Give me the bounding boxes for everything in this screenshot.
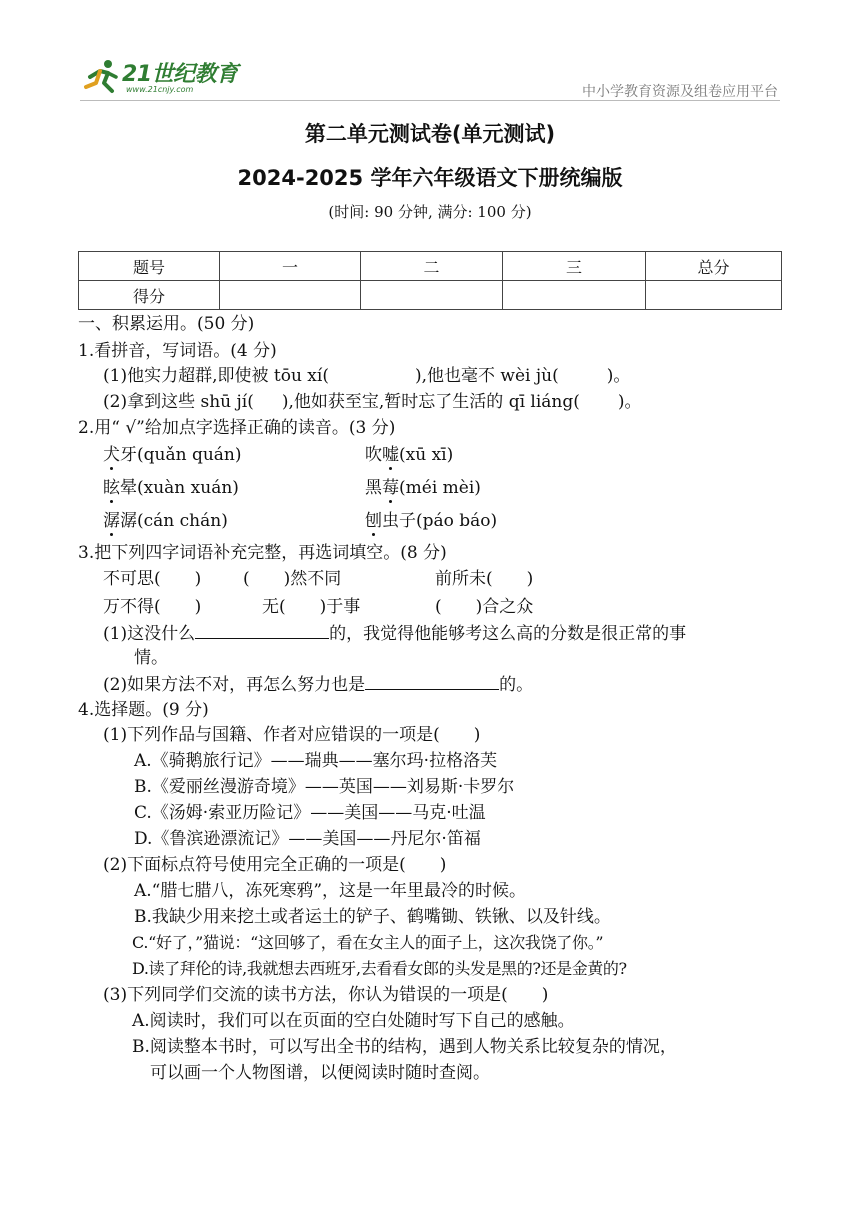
text-segment: )。	[606, 366, 631, 386]
choice-option[interactable]: A.《骑鹅旅行记》——瑞典——塞尔玛·拉格洛芙	[134, 751, 498, 771]
score-input-cell[interactable]	[361, 281, 503, 310]
text-segment: (xū xī)	[399, 445, 454, 465]
score-table-score-row	[79, 281, 782, 310]
choice-stem: (3)下列同学们交流的读书方法，你认为错误的一项是( )	[103, 985, 549, 1005]
pinyin-choice[interactable]	[365, 477, 481, 499]
text-segment: 潺(cán chán)	[120, 511, 228, 531]
text-segment: 的，我觉得他能够考这么高的分数是很正常的事	[329, 624, 687, 644]
text-segment: 吹	[365, 445, 382, 465]
choice-option[interactable]: B.阅读整本书时，可以写出全书的结构，遇到人物关系比较复杂的情况，	[132, 1037, 677, 1057]
answer-blank[interactable]	[195, 622, 329, 639]
dotted-char: 嘘	[382, 445, 399, 465]
word-blank[interactable]: 无( )于事	[262, 597, 361, 617]
table-cell: 得分	[79, 281, 220, 310]
question-line	[103, 622, 686, 645]
text-segment: 的。	[499, 675, 534, 695]
exam-time-info: (时间: 90 分钟, 满分: 100 分)	[328, 203, 532, 221]
question-title: 4.选择题。(9 分)	[78, 700, 209, 720]
score-table	[78, 251, 782, 310]
text-segment: (2)如果方法不对，再怎么努力也是	[103, 675, 366, 695]
exam-title: 第二单元测试卷(单元测试)	[304, 122, 556, 146]
choice-option[interactable]: A.“腊七腊八，冻死寒鸦”，这是一年里最冷的时候。	[134, 881, 527, 901]
question-title: 3.把下列四字词语补充完整，再选词填空。(8 分)	[78, 543, 447, 563]
word-blank[interactable]: ( )然不同	[243, 569, 342, 589]
table-cell: 总分	[646, 252, 782, 281]
word-blank[interactable]: 前所未( )	[435, 569, 534, 589]
choice-option[interactable]: D.《鲁滨逊漂流记》——美国——丹尼尔·笛福	[134, 829, 481, 849]
question-line	[103, 391, 642, 413]
question-title: 1.看拼音，写词语。(4 分)	[78, 341, 277, 361]
text-segment: 晕(xuàn xuán)	[120, 478, 239, 498]
exam-subtitle: 2024-2025 学年六年级语文下册统编版	[237, 166, 623, 190]
answer-blank[interactable]	[365, 673, 499, 690]
choice-option[interactable]: D.读了拜伦的诗,我就想去西班牙,去看看女郎的头发是黑的?还是金黄的?	[132, 959, 627, 978]
score-input-cell[interactable]	[503, 281, 646, 310]
text-segment: 虫子(páo báo)	[382, 511, 498, 531]
word-blank[interactable]: 万不得( )	[103, 597, 202, 617]
text-segment: ),他如获至宝,暂时忘了生活的 qī liáng(	[281, 392, 580, 412]
choice-option[interactable]: A.阅读时，我们可以在页面的空白处随时写下自己的感触。	[132, 1011, 575, 1031]
logo-url: www.21cnjy.com	[126, 85, 194, 94]
pinyin-choice[interactable]	[103, 510, 228, 532]
choice-option[interactable]: C.《汤姆·索亚历险记》——美国——马克·吐温	[134, 803, 486, 823]
question-line	[103, 365, 630, 387]
text-segment: 黑	[365, 478, 382, 498]
word-blank[interactable]: 不可思( )	[103, 569, 202, 589]
score-table-header-row	[79, 252, 782, 281]
score-input-cell[interactable]	[646, 281, 782, 310]
choice-stem: (2)下面标点符号使用完全正确的一项是( )	[103, 855, 447, 875]
pinyin-choice[interactable]	[365, 444, 453, 466]
page-header	[80, 55, 780, 101]
choice-stem: (1)下列作品与国籍、作者对应错误的一项是( )	[103, 725, 481, 745]
platform-tagline: 中小学教育资源及组卷应用平台	[582, 84, 778, 100]
runner-logo-icon	[82, 57, 122, 97]
question-line	[103, 673, 533, 696]
dotted-char: 刨	[365, 511, 382, 531]
table-cell: 二	[361, 252, 503, 281]
choice-option[interactable]: C.“好了，”猫说：“这回够了，看在女主人的面子上，这次我饶了你。”	[132, 933, 604, 952]
text-segment: )。	[617, 392, 642, 412]
text-segment: 牙(quǎn quán)	[120, 445, 242, 465]
pinyin-choice[interactable]	[365, 510, 497, 532]
word-blank[interactable]: ( )合之众	[435, 597, 534, 617]
choice-option-continued: 可以画一个人物图谱，以便阅读时随时查阅。	[150, 1063, 490, 1083]
text-segment: (1)他实力超群,即使被 tōu xí(	[103, 366, 329, 386]
text-segment: (1)这没什么	[103, 624, 196, 644]
header-divider	[80, 100, 780, 101]
text-segment: ),他也毫不 wèi jù(	[414, 366, 559, 386]
dotted-char: 莓	[382, 478, 399, 498]
pinyin-choice[interactable]	[103, 444, 242, 466]
table-cell: 三	[503, 252, 646, 281]
site-logo[interactable]	[80, 55, 280, 101]
table-cell: 题号	[79, 252, 220, 281]
dotted-char: 眩	[103, 478, 120, 498]
table-cell: 一	[220, 252, 361, 281]
question-line-continued: 情。	[134, 648, 168, 668]
section-heading: 一、积累运用。(50 分)	[78, 314, 255, 334]
choice-option[interactable]: B.我缺少用来挖土或者运土的铲子、鹤嘴锄、铁锹、以及针线。	[134, 907, 611, 927]
text-segment: (méi mèi)	[399, 478, 481, 498]
dotted-char: 犬	[103, 445, 120, 465]
dotted-char: 潺	[103, 511, 120, 531]
question-title: 2.用“ √”给加点字选择正确的读音。(3 分)	[78, 418, 396, 438]
text-segment: (2)拿到这些 shū jí(	[103, 392, 254, 412]
pinyin-choice[interactable]	[103, 477, 239, 499]
choice-option[interactable]: B.《爱丽丝漫游奇境》——英国——刘易斯·卡罗尔	[134, 777, 515, 797]
score-input-cell[interactable]	[220, 281, 361, 310]
logo-text: 21世纪教育	[122, 62, 238, 87]
